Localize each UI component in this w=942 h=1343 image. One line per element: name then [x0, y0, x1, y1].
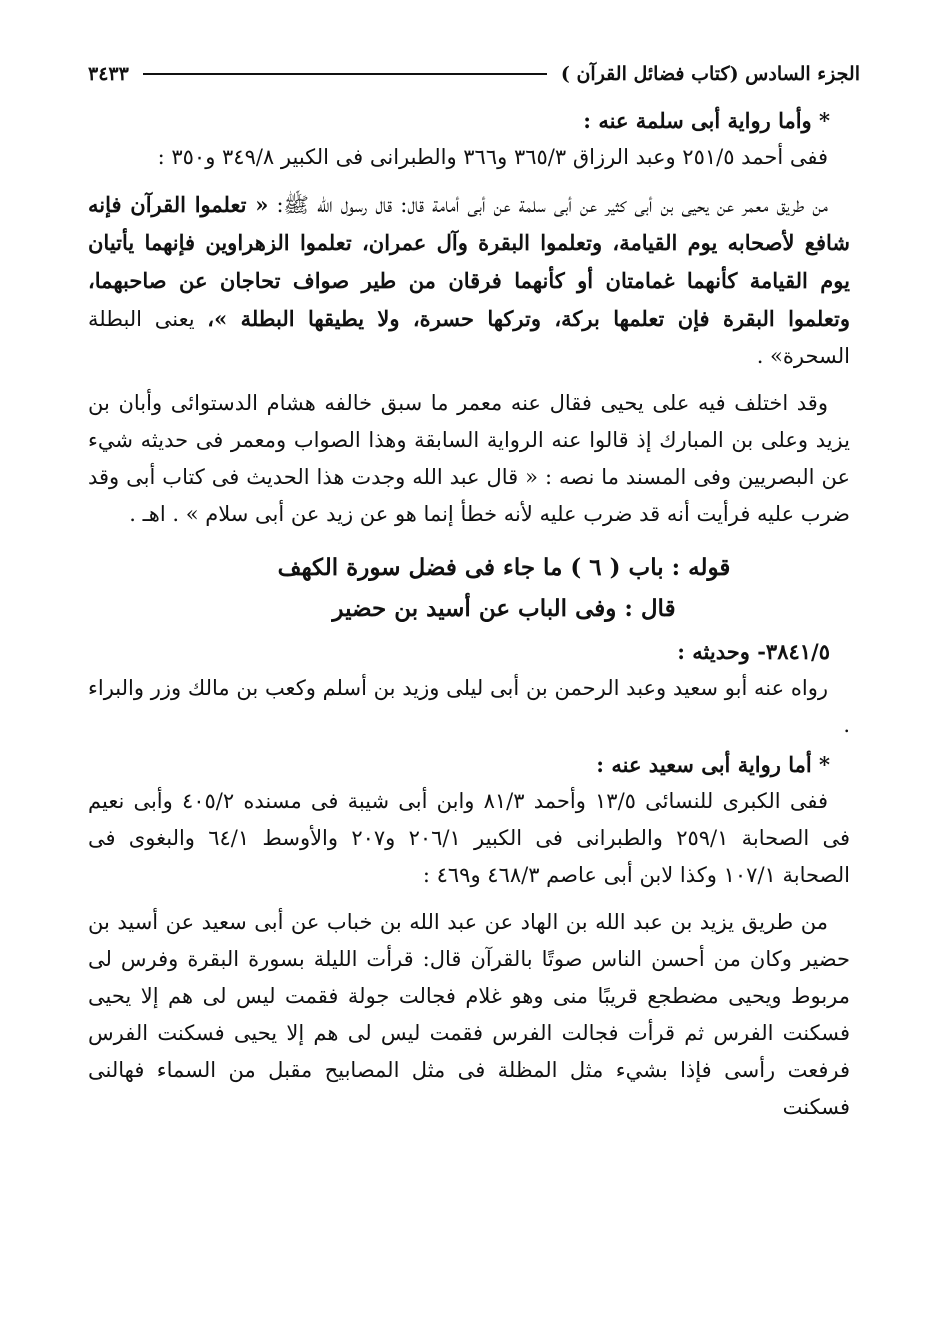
header-title: الجزء السادس (كتاب فضائل القرآن )	[560, 63, 860, 85]
gloss-text: يعنى البطلة السحرة» .	[88, 307, 850, 368]
subheading-abu-said: * أما رواية أبى سعيد عنه :	[596, 752, 830, 777]
hadith-text: « تعلموا القرآن فإنه شافع لأصحابه يوم القيامة، وتعلموا البقرة وآل عمران، تعلموا الزهراوين فإنهما يأتيان يوم القيامة كأنهما غمامتان أو كأنهما فرقان من طير صواف تحاجان عن صاحبهما، وتعلموا البقرة فإن تعلمها بركة، وتركها حسرة، ولا يطيقها البطلة »،	[88, 192, 850, 331]
chapter-heading: قوله : باب ( ٦ ) ما جاء فى فضل سورة الكهف	[277, 554, 731, 581]
discussion-paragraph: وقد اختلف فيه على يحيى فقال عنه معمر ما سبق خالفه هشام الدستوائى وأبان بن يزيد وعلى بن المبارك إذ قالوا عنه الرواية السابقة وهذا الصواب ومعمر فى حديثه شيء عن البصريين وفى المسند ما نصه : « قال عبد الله وجدت هذا الحديث فى كتاب أبى وقد ضرب عليه فرأيت أنه قد ضرب عليه لأنه خطأ إنما هو عن زيد عن أبى سلام » . اهـ .	[88, 391, 850, 526]
hadith-paragraph	[88, 186, 850, 375]
narrators-paragraph: رواه عنه أبو سعيد وعبد الرحمن بن أبى ليلى وزيد بن أسلم وكعب بن مالك وزر والبراء .	[88, 676, 850, 737]
page-number: ٣٤٣٣	[88, 63, 129, 85]
header-rule	[143, 73, 547, 75]
chapter-subheading: قال : وفى الباب عن أسيد بن حضير	[332, 595, 676, 622]
running-header	[88, 52, 860, 96]
references-paragraph-2: ففى الكبرى للنسائى ١٣/٥ وأحمد ٨١/٣ وابن أبى شيبة فى مسنده ٤٠٥/٢ وأبى نعيم فى الصحابة ٢٥٩/١ والطبرانى فى الكبير ٢٠٦/١ و٢٠٧ والأوسط ٦٤/١ والبغوى فى الصحابة ١٠٧/١ وكذا لابن أبى عاصم ٤٦٨/٣ و٤٦٩ :	[88, 789, 850, 887]
hadith-number: ٣٨٤١/٥- وحديثه :	[677, 639, 830, 664]
narration-paragraph: من طريق يزيد بن عبد الله بن الهاد عن عبد الله بن خباب عن أبى سعيد عن أسيد بن حضير وكان من أحسن الناس صوتًا بالقرآن قال: قرأت الليلة بسورة البقرة وفرس لى مربوط ويحيى مضطجع قريبًا منى وهو غلام فجالت جولة فقمت ليس لى هم إلا يحيى فسكنت الفرس ثم قرأت فجالت الفرس فقمت ليس لى هم إلا يحيى فسكنت الفرس فرفعت رأسى فإذا بشيء مثل المظلة فى مثل المصابيح مقبل من السماء فهالنى فسكنت	[88, 910, 850, 1119]
page-body	[88, 100, 850, 1126]
subheading-abu-salama: * وأما رواية أبى سلمة عنه :	[583, 108, 830, 133]
isnad-chain: من طريق معمر عن يحيى بن أبى كثير عن أبى سلمة عن أبى أمامة قال: قال رسول الله ﷺ:	[276, 193, 828, 217]
references-paragraph: ففى أحمد ٢٥١/٥ وعبد الرزاق ٣٦٥/٣ و٣٦٦ والطبرانى فى الكبير ٣٤٩/٨ و٣٥٠ :	[157, 145, 828, 169]
